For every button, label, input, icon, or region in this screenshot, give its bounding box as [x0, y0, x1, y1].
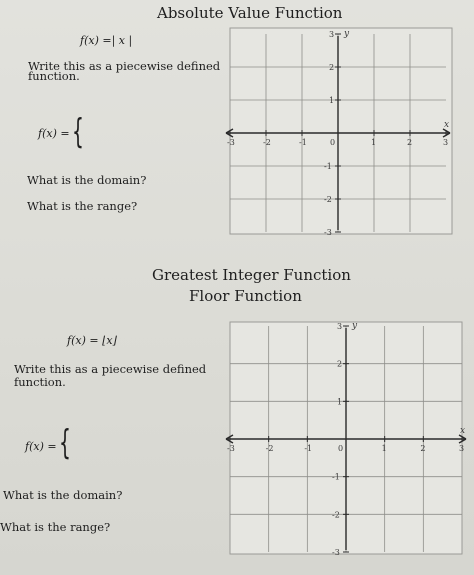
g1-y-tick-label: -3 — [324, 228, 332, 237]
g1-y-axis-label: y — [344, 29, 350, 39]
section2-function-definition: f(x) = ⌊x⌋ — [67, 334, 117, 347]
g2-x-tick-label: -1 — [304, 444, 313, 453]
g1-y-tick-label: -2 — [324, 195, 332, 204]
section1-instruction-line2: function. — [28, 69, 80, 83]
section2-domain-question: What is the domain? — [3, 488, 123, 502]
section1-title: Absolute Value Function — [157, 4, 343, 22]
g2-x-tick-label: 1 — [381, 444, 387, 453]
section2-range-question: What is the range? — [0, 520, 111, 534]
section1-domain-question: What is the domain? — [27, 173, 147, 187]
g2-x-tick-label: -3 — [227, 444, 235, 453]
g1-y-tick-label: 3 — [329, 30, 335, 39]
section2-title-line1: Greatest Integer Function — [152, 266, 351, 284]
g2-x-axis-label: x — [460, 426, 466, 436]
g2-x-tick-label: -2 — [265, 444, 274, 453]
g1-y-tick-label: -1 — [324, 162, 332, 171]
g2-y-tick-label: 3 — [337, 322, 343, 331]
section1-range-question: What is the range? — [27, 199, 138, 213]
graph2-coordinate-grid — [224, 314, 470, 558]
g1-x-tick-label: 0 — [330, 138, 336, 147]
g2-y-tick-label: 1 — [337, 397, 343, 407]
g2-x-tick-label: 0 — [338, 444, 344, 453]
section1-instruction-line1: Write this as a piecewise defined — [28, 59, 221, 73]
section1-function-definition: f(x) =| x | — [80, 34, 133, 47]
g2-x-tick-label: 3 — [459, 444, 465, 453]
graph1-grid-border — [230, 28, 452, 234]
g2-y-tick-label: -1 — [332, 472, 340, 482]
g1-x-tick-label: -3 — [227, 138, 235, 147]
g2-y-tick-label: -3 — [332, 548, 340, 557]
g1-x-tick-label: 1 — [371, 138, 377, 147]
section2-title-line2: Floor Function — [189, 287, 302, 305]
g1-y-tick-label: 1 — [329, 96, 335, 105]
section2-instruction-line1: Write this as a piecewise defined — [14, 362, 207, 376]
g2-y-tick-label: -2 — [332, 510, 340, 520]
section2-piecewise-label: f(x) = — [25, 440, 57, 453]
graph1-coordinate-grid — [224, 24, 460, 238]
g1-y-tick-label: 2 — [329, 63, 335, 72]
g2-y-tick-label: 2 — [337, 359, 343, 369]
g1-x-axis-label: x — [444, 120, 450, 130]
section2-piecewise-brace: { — [59, 423, 71, 463]
g1-x-tick-label: 3 — [443, 138, 449, 147]
g1-x-tick-label: -1 — [299, 138, 307, 147]
section1-piecewise-brace: { — [72, 112, 84, 152]
g1-x-tick-label: 2 — [407, 138, 413, 147]
g2-y-axis-label: y — [352, 321, 358, 331]
g1-x-tick-label: -2 — [263, 138, 271, 147]
g2-x-tick-label: 2 — [420, 444, 426, 453]
section2-instruction-line2: function. — [14, 375, 66, 389]
section1-piecewise-label: f(x) = — [38, 127, 70, 140]
